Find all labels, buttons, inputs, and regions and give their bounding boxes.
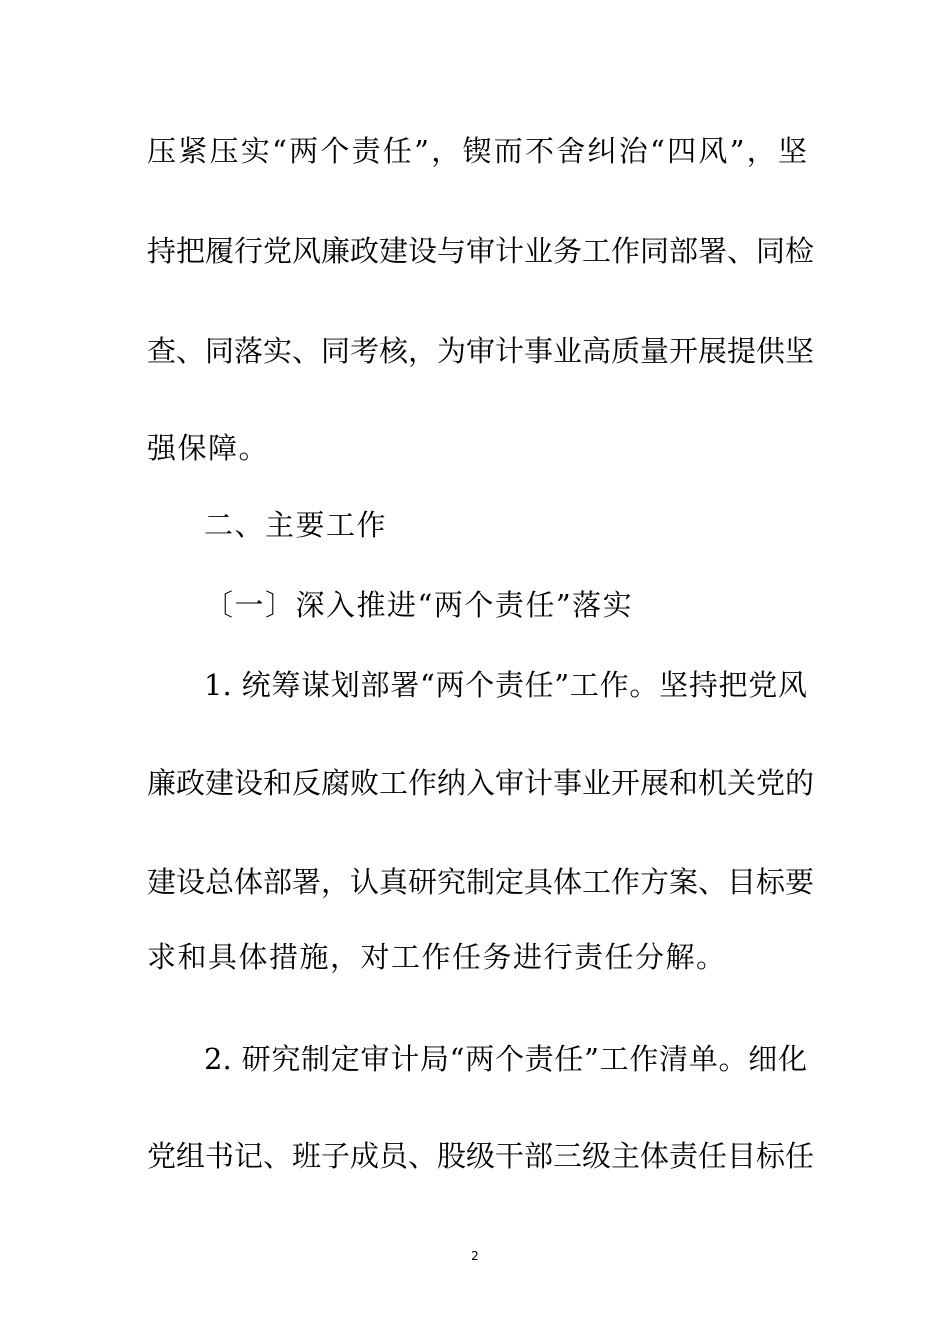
subsection-heading: 〔一〕深入推进“两个责任”落实 xyxy=(204,588,634,622)
section-heading: 二、主要工作 xyxy=(204,508,388,542)
paragraph-line: 查、同落实、同考核，为审计事业高质量开展提供坚 xyxy=(147,334,815,368)
paragraph-line: 1. 统筹谋划部署“两个责任”工作。坚持把党风 xyxy=(204,668,807,702)
paragraph-line: 建设总体部署，认真研究制定具体工作方案、目标要 xyxy=(147,865,815,899)
paragraph-line: 压紧压实“两个责任”，锲而不舍纠治“四风”，坚 xyxy=(147,134,807,168)
paragraph-line: 廉政建设和反腐败工作纳入审计事业开展和机关党的 xyxy=(147,766,815,800)
paragraph-line: 2. 研究制定审计局“两个责任”工作清单。细化 xyxy=(204,1042,807,1076)
paragraph-line: 强保障。 xyxy=(147,431,270,465)
paragraph-line: 持把履行党风廉政建设与审计业务工作同部署、同检 xyxy=(147,234,815,268)
paragraph-line: 求和具体措施，对工作任务进行责任分解。 xyxy=(147,940,727,974)
page-number: 2 xyxy=(471,1249,479,1263)
paragraph-line: 党组书记、班子成员、股级干部三级主体责任目标任 xyxy=(147,1139,815,1173)
